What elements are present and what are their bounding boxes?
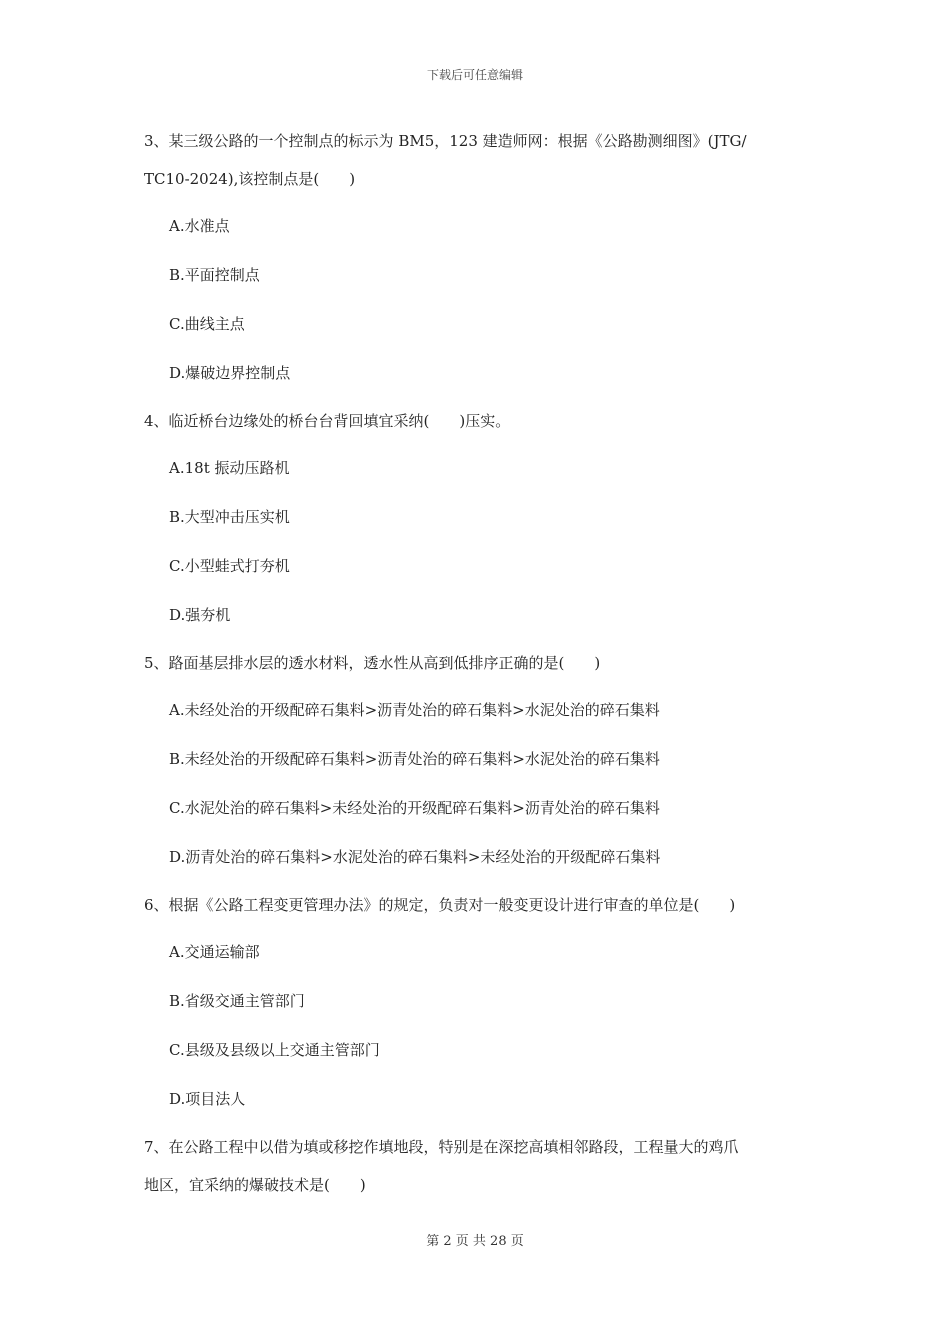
question-text — [144, 1128, 814, 1204]
option-a: A.交通运输部 — [169, 943, 260, 961]
question-7 — [144, 1128, 814, 1204]
question-line: 地区，宜采纳的爆破技术是( ) — [144, 1176, 366, 1194]
question-3 — [144, 122, 814, 398]
question-5 — [144, 644, 814, 882]
option-c: C.小型蛙式打夯机 — [169, 557, 290, 575]
question-4 — [144, 402, 814, 640]
option-c: C.县级及县级以上交通主管部门 — [169, 1041, 380, 1059]
question-text — [144, 644, 814, 682]
option-d: D.项目法人 — [169, 1090, 246, 1108]
option-d: D.沥青处治的碎石集料>水泥处治的碎石集料>未经处治的开级配碎石集料 — [169, 848, 661, 866]
question-line: 3、某三级公路的一个控制点的标示为 BM5，123 建造师网：根据《公路勘测细图》(JTG/ — [144, 132, 747, 150]
option-b: B.大型冲击压实机 — [169, 508, 290, 526]
option-a: A.18t 振动压路机 — [169, 459, 290, 477]
question-line: 4、临近桥台边缘处的桥台台背回填宜采纳( )压实。 — [144, 412, 511, 430]
question-line: 7、在公路工程中以借为填或移挖作填地段，特别是在深挖高填相邻路段，工程量大的鸡爪 — [144, 1138, 739, 1156]
option-b: B.平面控制点 — [169, 266, 260, 284]
question-list — [144, 122, 814, 1208]
question-text — [144, 122, 814, 198]
page-footer: 第 2 页 共 28 页 — [426, 1234, 524, 1249]
option-d: D.爆破边界控制点 — [169, 364, 291, 382]
option-a: A.水准点 — [169, 217, 230, 235]
question-text — [144, 886, 814, 924]
option-a: A.未经处治的开级配碎石集料>沥青处治的碎石集料>水泥处治的碎石集料 — [169, 701, 660, 719]
option-d: D.强夯机 — [169, 606, 231, 624]
option-b: B.未经处治的开级配碎石集料>沥青处治的碎石集料>水泥处治的碎石集料 — [169, 750, 660, 768]
question-line: 6、根据《公路工程变更管理办法》的规定，负责对一般变更设计进行审查的单位是( ) — [144, 896, 736, 914]
option-b: B.省级交通主管部门 — [169, 992, 305, 1010]
page-header: 下载后可任意编辑 — [426, 68, 523, 82]
question-line: TC10-2024),该控制点是( ) — [144, 170, 356, 188]
question-line: 5、路面基层排水层的透水材料，透水性从高到低排序正确的是( ) — [144, 654, 601, 672]
option-c: C.曲线主点 — [169, 315, 245, 333]
question-text — [144, 402, 814, 440]
option-c: C.水泥处治的碎石集料>未经处治的开级配碎石集料>沥青处治的碎石集料 — [169, 799, 660, 817]
question-6 — [144, 886, 814, 1124]
